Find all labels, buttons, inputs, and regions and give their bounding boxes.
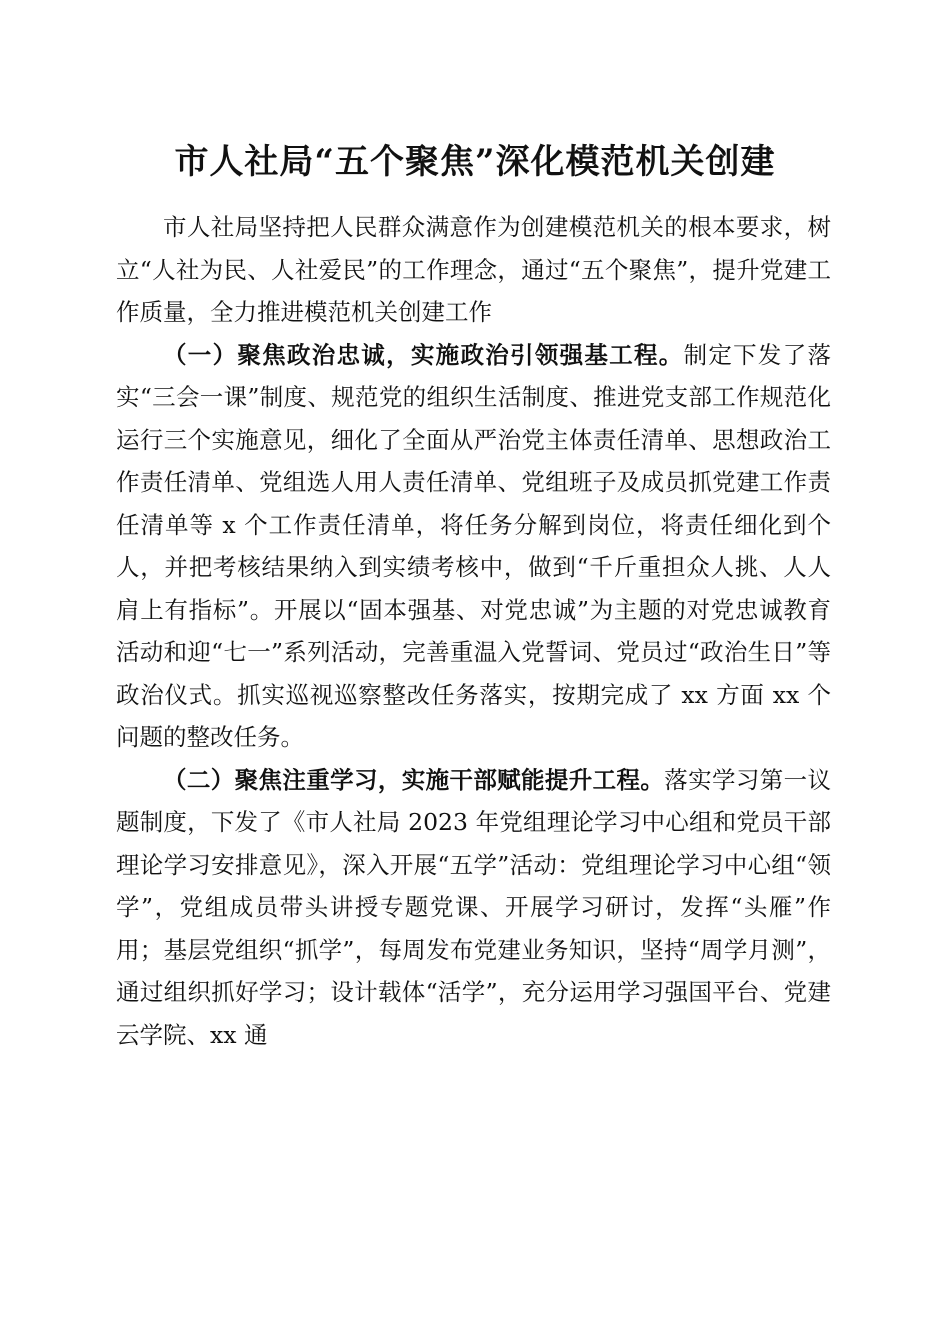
section-1-text: 制定下发了落实“三会一课”制度、规范党的组织生活制度、推进党支部工作规范化运行三个实施意见，细化了全面从严治党主体责任清单、思想政治工作责任清单、党组选人用人责任清单、党组班子及成员抓党建工作责任清单等 x 个工作责任清单，将任务分解到岗位，将责任细化到个人，并把考核结果纳入到实绩考核中，做到“千斤重担众人挑、人人肩上有指标”。开展以“固本强基、对党忠诚”为主题的对党忠诚教育活动和迎“七一”系列活动，完善重温入党誓词、党员过“政治生日”等政治仪式。抓实巡视巡察整改任务落实，按期完成了 xx 方面 xx 个问题的整改任务。	[116, 340, 832, 751]
section-1-heading: （一）聚焦政治忠诚，实施政治引领强基工程。	[163, 340, 684, 369]
document-body	[116, 200, 831, 1056]
paragraph-text: 市人社局坚持把人民群众满意作为创建模范机关的根本要求，树立“人社为民、人社爱民”的工作理念，通过“五个聚焦”，提升党建工作质量，全力推进模范机关创建工作	[116, 213, 831, 326]
document-title: 市人社局“五个聚焦”深化模范机关创建	[174, 142, 776, 182]
section-2-heading: （二）聚焦注重学习，实施干部赋能提升工程。	[163, 765, 665, 794]
paragraph-section-1	[116, 334, 831, 759]
paragraph-intro	[116, 206, 831, 334]
section-2-text: 落实学习第一议题制度，下发了《市人社局 2023 年党组理论学习中心组和党员干部理论学习安排意见》，深入开展“五学”活动：党组理论学习中心组“领学”，党组成员带头讲授专题党课、开展学习研讨，发挥“头雁”作用；基层党组织“抓学”，每周发布党建业务知识，坚持“周学月测”，通过组织抓好学习；设计载体“活学”，充分运用学习强国平台、党建云学院、xx 通	[116, 765, 832, 1049]
paragraph-section-2	[116, 759, 831, 1057]
